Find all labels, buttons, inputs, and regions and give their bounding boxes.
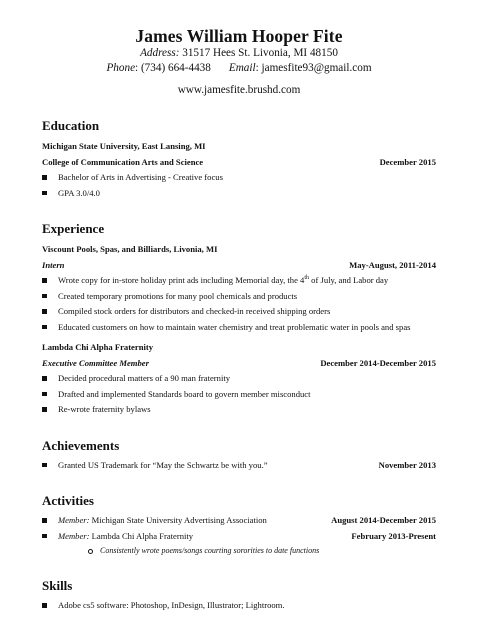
square-bullet-icon (42, 407, 47, 412)
square-bullet-icon (42, 463, 47, 468)
list-item: Adobe cs5 software: Photoshop, InDesign, Illustrator; Lightroom. (42, 598, 436, 614)
experience-date-1: May-August, 2011-2014 (349, 260, 436, 270)
square-bullet-icon (42, 309, 47, 314)
education-school: Michigan State University, East Lansing, MI (42, 141, 206, 151)
list-item: GPA 3.0/4.0 (42, 186, 436, 202)
candidate-name: James William Hooper Fite (135, 26, 343, 46)
experience-date-2: December 2014-December 2015 (320, 358, 436, 368)
square-bullet-icon (42, 534, 47, 539)
education-date: December 2015 (379, 157, 436, 167)
square-bullet-icon (42, 518, 47, 523)
list-item: Bachelor of Arts in Advertising - Creative focus (42, 170, 436, 186)
achievements-heading: Achievements (42, 437, 120, 453)
experience-role-row-1 (42, 259, 436, 271)
experience-org-2: Lambda Chi Alpha Fraternity (42, 342, 154, 352)
achievements-bullets (42, 458, 436, 474)
activity-date-2: February 2013-Present (351, 530, 436, 541)
experience-role-1: Intern (42, 260, 65, 270)
square-bullet-icon (42, 175, 47, 180)
skills-heading: Skills (42, 578, 73, 593)
education-heading: Education (42, 118, 100, 133)
square-bullet-icon (42, 294, 47, 299)
skills-bullets (42, 598, 436, 614)
phone-value: : (734) 664-4438 (135, 62, 211, 74)
activities-heading: Activities (42, 493, 94, 508)
list-item: Granted US Trademark for “May the Schwartz be with you.” November 2013 (42, 458, 436, 474)
experience-bullets-1 (42, 273, 436, 335)
square-bullet-icon (42, 392, 47, 397)
resume-header (42, 0, 436, 98)
list-item: Compiled stock orders for distributors and checked-in received shipping orders (42, 304, 436, 320)
square-bullet-icon (42, 376, 47, 381)
achievement-date: November 2013 (378, 459, 436, 470)
phone-label: Phone (106, 62, 136, 74)
address-line (42, 46, 436, 61)
square-bullet-icon (42, 603, 47, 608)
education-college: College of Communication Arts and Science (42, 157, 204, 167)
list-item: Drafted and implemented Standards board to govern member misconduct (42, 387, 436, 403)
experience-role-2: Executive Committee Member (42, 358, 149, 368)
list-item: Consistently wrote poems/songs courting sororities to date functions (42, 544, 436, 558)
experience-bullets-2 (42, 371, 436, 418)
education-college-row (42, 156, 436, 168)
circle-bullet-icon (88, 549, 93, 554)
education-bullets (42, 170, 436, 201)
activities-bullets (42, 513, 436, 544)
list-item: Decided procedural matters of a 90 man fraternity (42, 371, 436, 387)
square-bullet-icon (42, 325, 47, 330)
email-value[interactable]: : jamesfite93@gmail.com (255, 62, 372, 74)
experience-heading: Experience (42, 221, 105, 236)
list-item: Educated customers on how to maintain water chemistry and treat problematic water in pools and spas (42, 320, 436, 336)
square-bullet-icon (42, 278, 47, 283)
list-item: Wrote copy for in-store holiday print ads including Memorial day, the 4th of July, and Labor day (42, 273, 436, 289)
website-link[interactable]: www.jamesfite.brushd.com (177, 84, 301, 96)
activity-date-1: August 2014-December 2015 (331, 515, 436, 525)
address-value: 31517 Hees St. Livonia, MI 48150 (182, 47, 338, 59)
contact-line (42, 61, 436, 76)
experience-role-row-2 (42, 357, 436, 369)
list-item: Re-wrote fraternity bylaws (42, 402, 436, 418)
list-item: Member: Lambda Chi Alpha Fraternity February 2013-Present (42, 529, 436, 545)
list-item: Created temporary promotions for many pool chemicals and products (42, 289, 436, 305)
email-label: Email (228, 62, 256, 74)
square-bullet-icon (42, 191, 47, 196)
list-item: Member: Michigan State University Advertising Association August 2014-December 2015 (42, 513, 436, 529)
experience-org-1: Viscount Pools, Spas, and Billiards, Livonia, MI (42, 244, 218, 254)
address-label: Address: (140, 47, 180, 59)
activities-sub-bullets (42, 544, 436, 558)
